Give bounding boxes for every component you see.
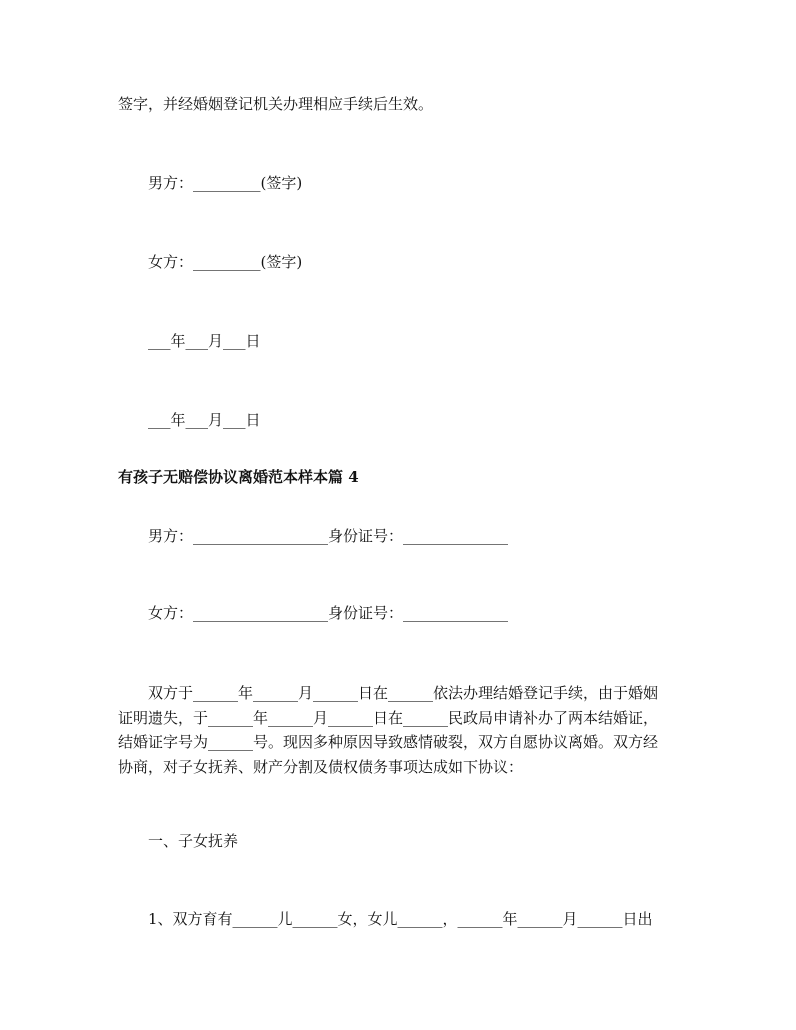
section-title: 有孩子无赔偿协议离婚范本样本篇 4 (118, 468, 359, 486)
paragraph-line: 证明遗失，于______年______月______日在______民政局申请补办了两本结婚证， (118, 708, 659, 727)
male-id-line: 男方：__________________身份证号：______________ (148, 527, 509, 545)
paragraph-line: 双方于______年______月______日在______依法办理结婚登记手续，由于婚姻 (148, 684, 659, 702)
paragraph-line: 结婚证字号为______号。现因多种原因导致感情破裂，双方自愿协议离婚。双方经 (118, 733, 659, 751)
female-signature-line: 女方：_________(签字) (148, 253, 303, 271)
date-line-2: ___年___月___日 (148, 411, 261, 429)
agreement-paragraph (118, 681, 688, 779)
paragraph-line: 协商，对子女抚养、财产分割及债权债务事项达成如下协议： (118, 757, 524, 776)
male-signature-line: 男方：_________(签字) (148, 174, 303, 192)
intro-line: 签字，并经婚姻登记机关办理相应手续后生效。 (118, 95, 434, 113)
date-line-1: ___年___月___日 (148, 332, 261, 350)
clause-1-line: 1、双方育有______儿______女，女儿______，______年______月______日出 (148, 910, 653, 928)
clause-heading: 一、子女抚养 (148, 832, 239, 850)
female-id-line: 女方：__________________身份证号：______________ (148, 604, 509, 622)
